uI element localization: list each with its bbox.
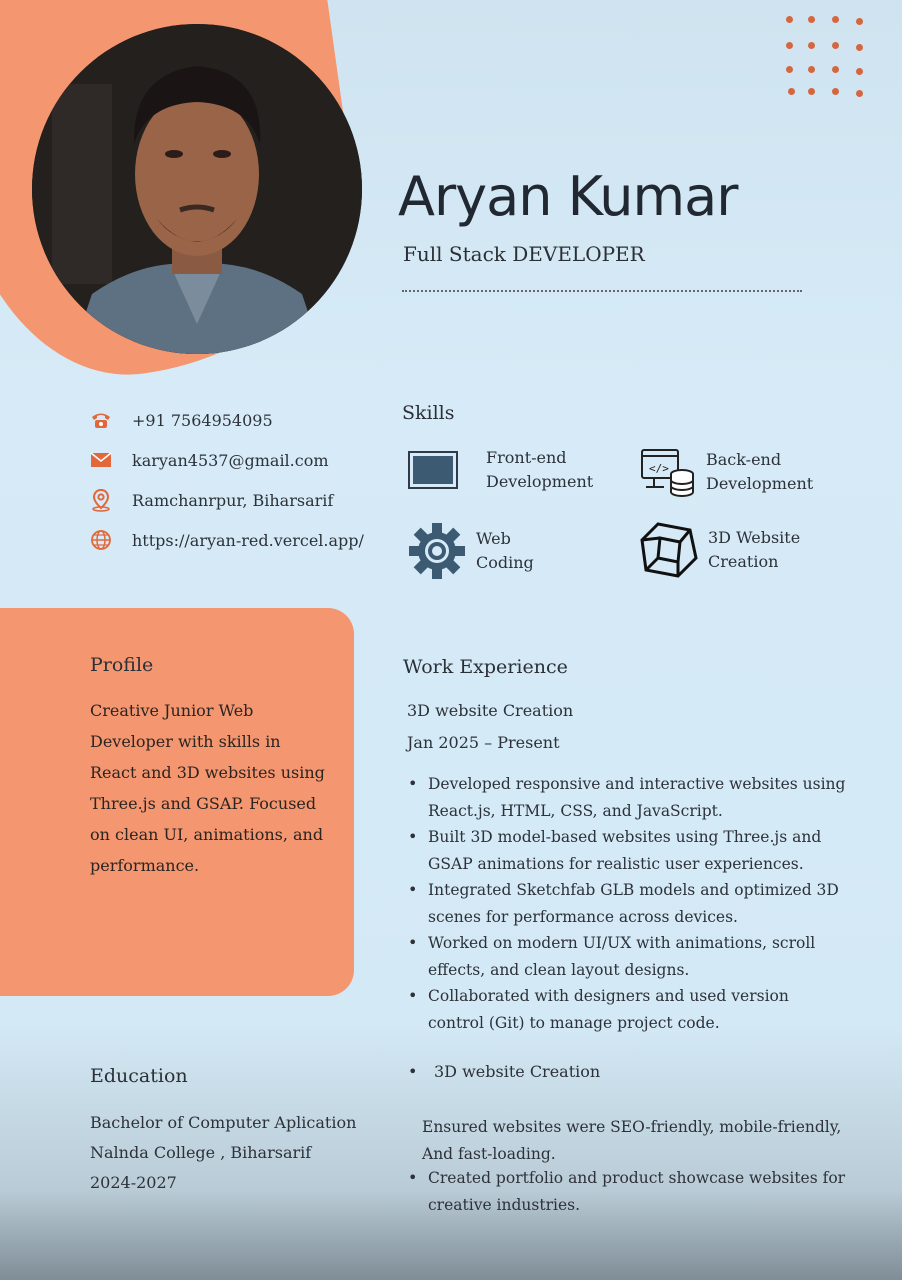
contact-website[interactable]: https://aryan-red.vercel.app/	[88, 528, 364, 552]
experience-period: Jan 2025 – Present	[407, 733, 560, 752]
monitor-icon	[408, 448, 460, 492]
education-heading: Education	[90, 1065, 188, 1087]
list-item: • Created portfolio and product showcase websites for creative industries.	[406, 1165, 846, 1218]
decorative-dots	[784, 14, 868, 100]
gear-icon	[408, 522, 466, 580]
candidate-name: Aryan Kumar	[398, 165, 738, 228]
job-title: Full Stack DEVELOPER	[403, 242, 645, 266]
list-item: • Worked on modern UI/UX with animations, scroll effects, and clean layout designs.	[406, 930, 846, 983]
contact-phone: +91 7564954095	[88, 408, 273, 432]
experience-second-bullets	[406, 1165, 846, 1218]
list-item: • Developed responsive and interactive websites using React.js, HTML, CSS, and JavaScript.	[406, 771, 846, 824]
experience-position: 3D website Creation	[407, 701, 574, 720]
education-college: Nalnda College , Biharsarif	[90, 1143, 312, 1162]
contact-address: Ramchanrpur, Biharsarif	[88, 488, 333, 512]
skill-backend: </> Back-end Development	[640, 446, 813, 498]
experience-second-title: • 3D website Creation	[406, 1059, 826, 1086]
skills-heading: Skills	[402, 402, 455, 424]
skill-web-coding: Web Coding	[408, 522, 534, 580]
profile-photo	[32, 24, 362, 354]
education-years: 2024-2027	[90, 1173, 177, 1192]
experience-second-text: Ensured websites were SEO-friendly, mobile-friendly, And fast-loading.	[422, 1118, 842, 1163]
list-item: • Built 3D model-based websites using Three.js and GSAP animations for realistic user experiences.	[406, 824, 846, 877]
work-experience-heading: Work Experience	[403, 656, 568, 678]
location-pin-icon	[88, 488, 114, 512]
skill-frontend: Front-end Development	[408, 446, 593, 494]
list-item: • Collaborated with designers and used version control (Git) to manage project code.	[406, 983, 846, 1036]
svg-text:</>: </>	[649, 462, 669, 475]
skill-3d-website: 3D Website Creation	[640, 522, 800, 578]
profile-summary: Creative Junior Web Developer with skills in React and 3D websites using Three.js and GSAP. Focused on clean UI, animations, and performance.	[90, 701, 325, 875]
experience-bullets	[406, 771, 846, 1036]
header-divider	[402, 290, 802, 292]
contact-email: karyan4537@gmail.com	[88, 448, 329, 472]
education-degree: Bachelor of Computer Aplication	[90, 1113, 357, 1132]
cube-icon	[640, 522, 698, 578]
phone-icon	[88, 408, 114, 432]
mail-icon	[88, 448, 114, 472]
server-code-icon	[640, 446, 696, 498]
list-item: • Integrated Sketchfab GLB models and optimized 3D scenes for performance across devices.	[406, 877, 846, 930]
experience-second-heading-list	[406, 1059, 826, 1086]
globe-icon	[88, 528, 114, 552]
profile-heading: Profile	[90, 654, 154, 676]
